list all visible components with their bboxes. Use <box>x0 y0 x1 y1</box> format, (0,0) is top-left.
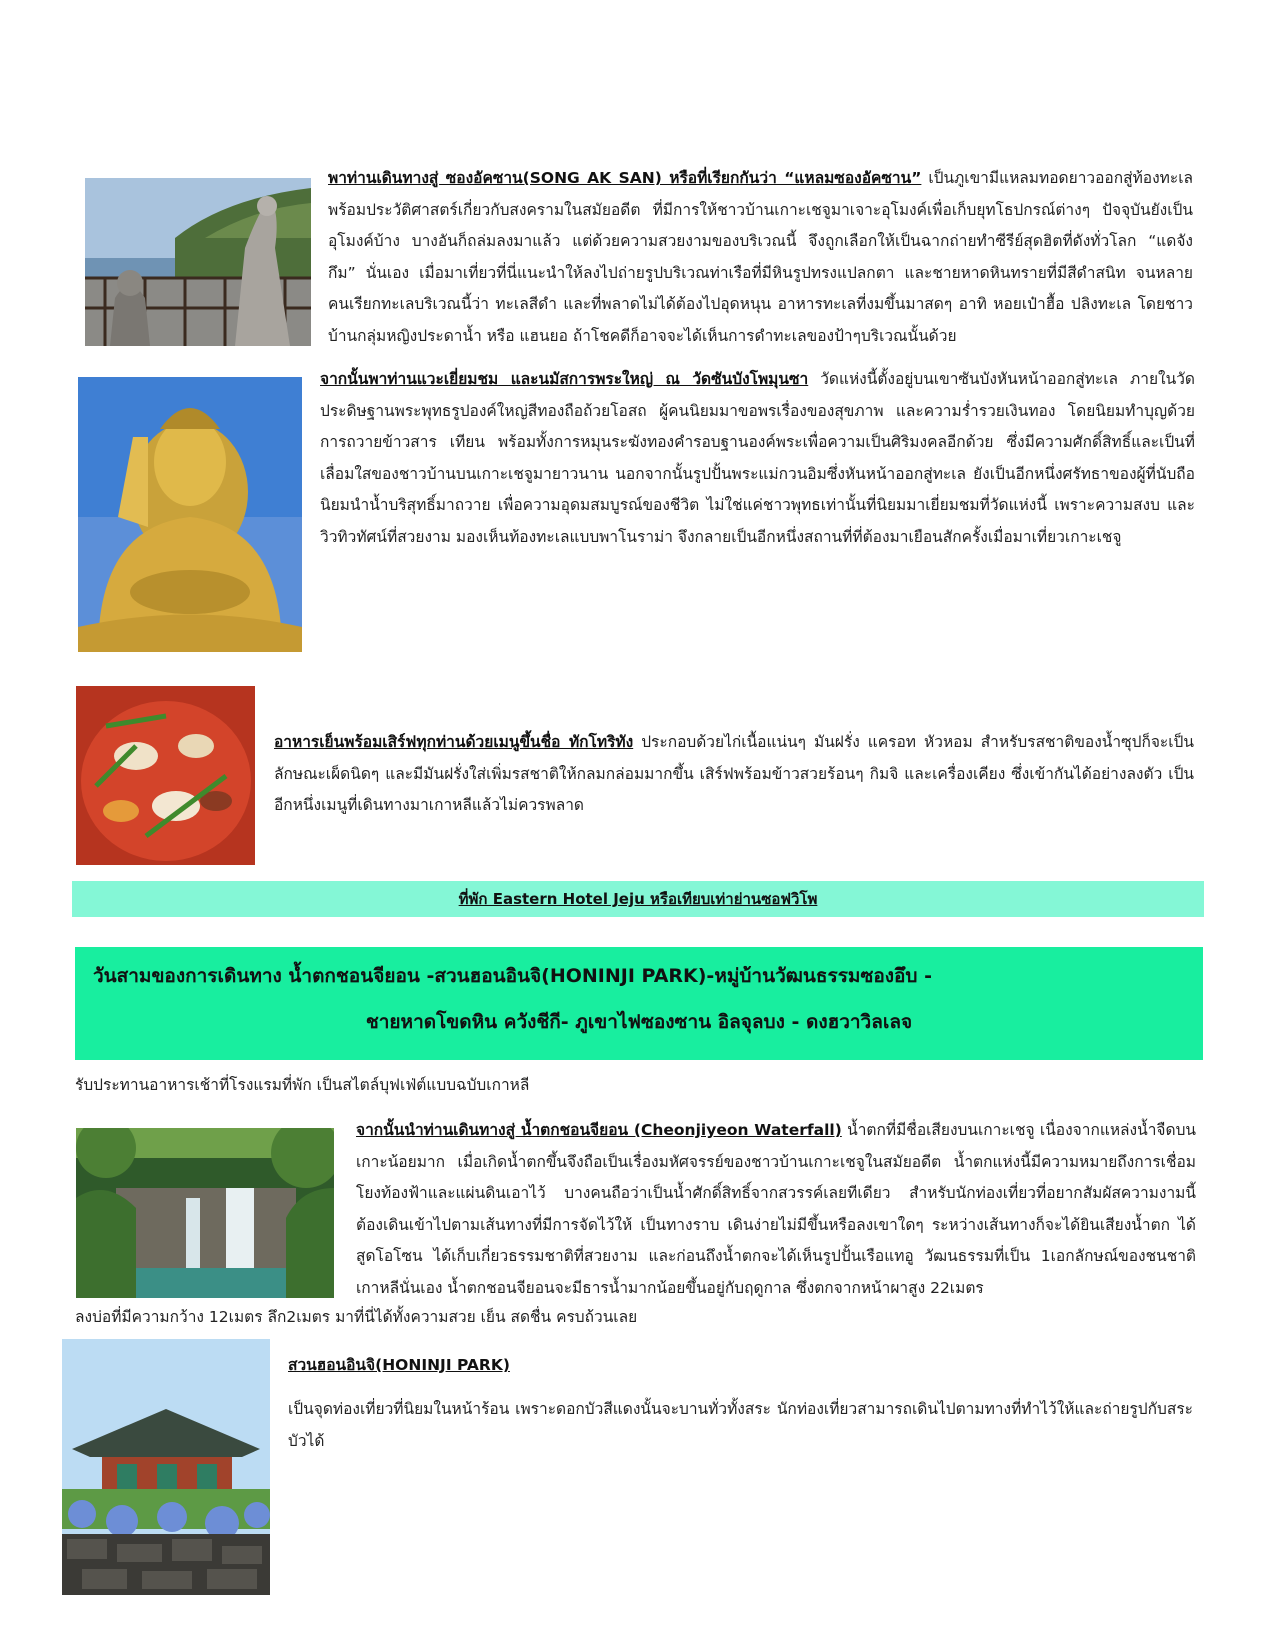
honinji-paragraph: เป็นจุดท่องเที่ยวที่นิยมในหน้าร้อน เพราะดอกบัวสีแดงนั้นจะบานทั่วทั้งสระ นักท่องเที่ยวสามารถเดินไปตามทางที่ทำไว้ให้และถ่ายรูปกับสระบัวได้ <box>288 1400 1193 1450</box>
day3-title-line1: วันสามของการเดินทาง น้ำตกชอนจียอน -สวนฮอนอินจิ(HONINJI PARK)-หมู่บ้านวัฒนธรรมซองอึบ - <box>93 965 932 987</box>
dakdoritang-photo <box>76 686 255 865</box>
dinner-paragraph <box>274 727 1194 822</box>
waterfall-text: น้ำตกที่มีชื่อเสียงบนเกาะเชจู เนื่องจากแหล่งน้ำจืดบนเกาะน้อยมาก เมื่อเกิดน้ำตกขึ้นจึงถือเป็นเรื่องมหัศจรรย์ของชาวบ้านเกาะเชจูในสมัยอดีต น้ำตกแห่งนี้มีความหมายถึงการเชื่อมโยงท้องฟ้าและแผ่นดินเอาไว้ บางคนถือว่าเป็นน้ำศักดิ์สิทธิ์จากสวรรค์เลยทีเดียว สำหรับนักท่องเที่ยวที่อยากสัมผัสความงามนี้ ต้องเดินเข้าไปตามเส้นทางที่มีการจัดไว้ให้ เป็นทางราบ เดินง่ายไม่มีขึ้นหรือลงเขาใดๆ ระหว่างเส้นทางก็จะได้ยินเสียงน้ำตก ได้สูดโอโซน ได้เก็บเกี่ยวธรรมชาติที่สวยงาม และก่อนถึงน้ำตกจะได้เห็นรูปปั้นเรือแทอู วัฒนธรรมที่เป็น 1เอกลักษณ์ของชนชาติเกาหลีนั่นเอง น้ำตกชอนจียอนจะมีธารน้ำมากน้อยขึ้นอยู่กับฤดูกาล ซึ่งตกจากหน้าผาสูง 22เมตร <box>356 1121 1196 1297</box>
waterfall-paragraph <box>356 1115 1196 1304</box>
day3-header <box>75 947 1203 1060</box>
songaksan-lead: พาท่านเดินทางสู่ ซองอัคซาน(SONG AK SAN) หรือที่เรียกกันว่า “แหลมซองอัคซาน” <box>328 169 922 187</box>
breakfast-text: รับประทานอาหารเช้าที่โรงแรมที่พัก เป็นสไตล์บุฟเฟ่ต์แบบฉบับเกาหลี <box>75 1076 530 1094</box>
waterfall-lead: จากนั้นนำท่านเดินทางสู่ น้ำตกชอนจียอน (Cheonjiyeon Waterfall) <box>356 1121 842 1139</box>
dinner-text: ประกอบด้วยไก่เนื้อแน่นๆ มันฝรั่ง แครอท หัวหอม สำหรับรสชาติของน้ำซุปก็จะเป็นลักษณะเผ็ดนิดๆ และมีมันฝรั่งใส่เพิ่มรสชาติให้กลมกล่อมมากขึ้น เสิร์ฟพร้อมข้าวสวยร้อนๆ กิมจิ และเครื่องเคียง ซึ่งเข้ากันได้อย่างลงตัว เป็นอีกหนึ่งเมนูที่เดินทางมาเกาหลีแล้วไม่ควรพลาด <box>274 733 1194 814</box>
hotel-bar: ที่พัก Eastern Hotel Jeju หรือเทียบเท่าย่านซอฟวิโพ <box>72 881 1204 917</box>
buddha-lead: จากนั้นพาท่านแวะเยี่ยมชม และนมัสการพระใหญ่ ณ วัดซันบังโพมุนซา <box>320 370 809 388</box>
songaksan-text: เป็นภูเขามีแหลมทอดยาวออกสู่ท้องทะเล พร้อมประวัติศาสตร์เกี่ยวกับสงครามในสมัยอดีต ที่มีการให้ชาวบ้านเกาะเชจูมาเจาะอุโมงค์เพื่อเก็บยุทโธปกรณ์ต่างๆ ปัจจุบันยังเป็นอุโมงค์บ้าง บางอันก็ถล่มลงมาแล้ว แต่ด้วยความสวยงามของบริเวณนี้ จึงถูกเลือกให้เป็นฉากถ่ายทำซีรีย์สุดฮิตที่ดังทั่วโลก “แดจังกึม” นั่นเอง เมื่อมาเที่ยวที่นี่แนะนำให้ลงไปถ่ายรูปบริเวณท่าเรือที่มีหินรูปทรงแปลกตา และชายหาดหินทรายที่มีสีดำสนิท จนหลายคนเรียกทะเลบริเวณนี้ว่า ทะเลสีดำ และที่พลาดไม่ได้ต้องไปอุดหนุน อาหารทะเลที่งมขึ้นมาสดๆ อาทิ หอยเป๋าฮื้อ ปลิงทะเล โดยชาวบ้านกลุ่มหญิงประดาน้ำ หรือ แฮนยอ ถ้าโชคดีก็อาจจะได้เห็นการดำทะเลของป้าๆบริเวณนั้นด้วย <box>328 169 1193 345</box>
waterfall-photo <box>76 1128 334 1298</box>
songaksan-photo <box>85 178 311 346</box>
buddha-photo <box>78 377 302 652</box>
honinji-title: สวนฮอนอินจิ(HONINJI PARK) <box>288 1356 510 1374</box>
buddha-text: วัดแห่งนี้ตั้งอยู่บนเขาซันบังหันหน้าออกสู่ทะเล ภายในวัดประดิษฐานพระพุทธรูปองค์ใหญ่สีทองถือถ้วยโอสถ ผู้คนนิยมมาขอพรเรื่องของสุขภาพ และความร่ำรวยเงินทอง โดยนิยมทำบุญด้วยการถวายข้าวสาร เทียน พร้อมทั้งการหมุนระฆังทองคำรอบฐานองค์พระเพื่อความเป็นศิริมงคลอีกด้วย ซึ่งมีความศักดิ์สิทธิ์และเป็นที่เลื่อมใสของชาวบ้านบนเกาะเชจูมายาวนาน นอกจากนั้นรูปปั้นพระแม่กวนอิมซึ่งหันหน้าออกสู่ทะเล ยังเป็นอีกหนึ่งศรัทธาของผู้ที่นับถือ นิยมนำน้ำบริสุทธิ์มาถวาย เพื่อความอุดมสมบูรณ์ของชีวิต ไม่ใช่แค่ชาวพุทธเท่านั้นที่นิยมมาเยี่ยมชมที่วัดแห่งนี้ เพราะความสงบ และวิวทิวทัศน์ที่สวยงาม มองเห็นท้องทะเลแบบพาโนราม่า จึงกลายเป็นอีกหนึ่งสถานที่ที่ต้องมาเยือนสักครั้งเมื่อมาเที่ยวเกาะเชจู <box>320 370 1195 546</box>
songaksan-paragraph <box>328 163 1193 352</box>
honinji-photo <box>62 1339 270 1595</box>
buddha-paragraph <box>320 364 1195 553</box>
day3-title-line2: ชายหาดโขดหิน ควังชีกี- ภูเขาไฟซองซาน อิลจุลบง - ดงฮวาวิลเลจ <box>365 1011 913 1033</box>
dinner-lead: อาหารเย็นพร้อมเสิร์ฟทุกท่านด้วยเมนูขึ้นชื่อ ทักโทริทัง <box>274 733 634 751</box>
honinji-title-line <box>288 1350 888 1382</box>
waterfall-tail: ลงบ่อที่มีความกว้าง 12เมตร ลึก2เมตร มาที่นี่ได้ทั้งความสวย เย็น สดชื่น ครบถ้วนเลย <box>75 1308 638 1326</box>
